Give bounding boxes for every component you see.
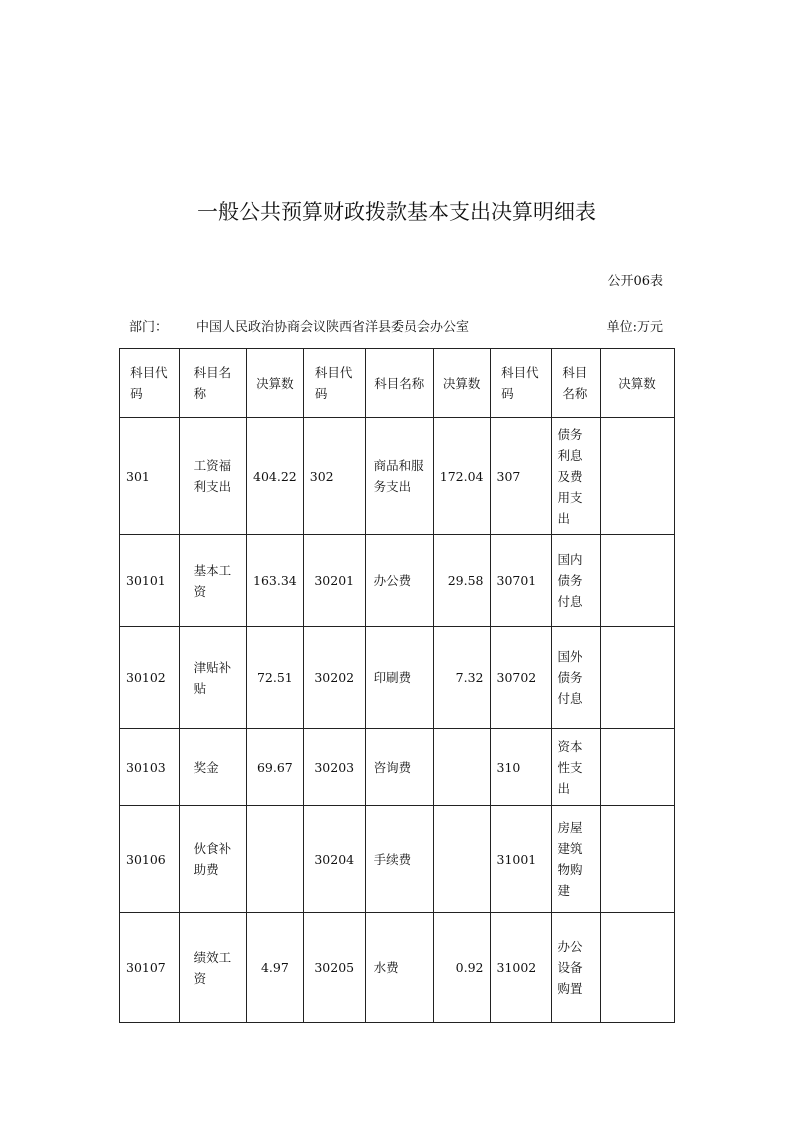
cell-text: 301 xyxy=(126,468,150,484)
cell-code xyxy=(490,627,551,729)
cell-amount xyxy=(600,418,674,535)
cell-text: 科目代码 xyxy=(130,365,168,401)
cell-text: 30103 xyxy=(126,759,166,775)
cell-text: 30202 xyxy=(314,670,355,685)
cell-name xyxy=(180,418,247,535)
cell-text: 科目名称 xyxy=(193,365,232,401)
cell-text: 国内债务付息 xyxy=(557,552,583,609)
header-name xyxy=(365,349,433,418)
cell-amount xyxy=(247,806,304,913)
cell-amount xyxy=(600,913,674,1023)
cell-amount xyxy=(247,627,304,729)
dept-label: 部门： xyxy=(129,320,169,335)
cell-text: 163.34 xyxy=(253,573,297,588)
cell-text: 31002 xyxy=(496,960,537,975)
cell-code xyxy=(303,913,365,1023)
cell-text: 科目代码 xyxy=(314,365,353,401)
cell-text: 印刷费 xyxy=(373,670,412,685)
cell-name xyxy=(365,627,433,729)
cell-text: 0.92 xyxy=(455,960,484,975)
cell-text: 30102 xyxy=(126,670,166,685)
cell-amount xyxy=(247,535,304,627)
cell-amount xyxy=(433,913,490,1023)
dept-name: 中国人民政治协商会议陕西省洋县委员会办公室 xyxy=(196,320,470,335)
cell-code xyxy=(120,913,180,1023)
cell-text: 决算数 xyxy=(442,375,481,391)
cell-name xyxy=(365,729,433,806)
cell-text: 30101 xyxy=(126,573,166,588)
cell-text: 310 xyxy=(496,759,521,775)
cell-code xyxy=(120,806,180,913)
cell-text: 4.97 xyxy=(260,960,289,975)
cell-text: 水费 xyxy=(373,960,399,975)
cell-code xyxy=(490,806,551,913)
cell-text: 30205 xyxy=(314,960,355,975)
table-row xyxy=(120,806,675,913)
table-row xyxy=(120,418,675,535)
cell-code xyxy=(303,729,365,806)
unit-label: 单位:万元 xyxy=(606,320,663,335)
cell-text: 办公费 xyxy=(373,573,412,588)
cell-amount xyxy=(600,535,674,627)
cell-name xyxy=(551,535,600,627)
table-row xyxy=(120,913,675,1023)
cell-name xyxy=(551,913,600,1023)
cell-amount xyxy=(247,913,304,1023)
cell-code xyxy=(120,418,180,535)
cell-code xyxy=(490,729,551,806)
header-name xyxy=(180,349,247,418)
header-amount xyxy=(247,349,304,418)
table-row xyxy=(120,729,675,806)
cell-amount xyxy=(600,806,674,913)
cell-text: 债务利息及费用支出 xyxy=(557,426,583,526)
cell-text: 商品和服务支出 xyxy=(373,458,424,494)
cell-amount xyxy=(433,418,490,535)
cell-name xyxy=(551,418,600,535)
cell-amount xyxy=(247,418,304,535)
cell-text: 30702 xyxy=(496,670,537,685)
header-amount xyxy=(600,349,674,418)
cell-text: 307 xyxy=(496,468,521,484)
cell-text: 72.51 xyxy=(256,670,293,685)
cell-name xyxy=(365,535,433,627)
cell-code xyxy=(303,535,365,627)
cell-name xyxy=(551,729,600,806)
cell-amount xyxy=(433,627,490,729)
cell-name xyxy=(551,627,600,729)
cell-code xyxy=(303,627,365,729)
cell-name xyxy=(180,627,247,729)
header-code xyxy=(303,349,365,418)
cell-text: 29.58 xyxy=(447,573,484,588)
cell-text: 69.67 xyxy=(256,759,293,775)
cell-code xyxy=(120,627,180,729)
cell-name xyxy=(180,913,247,1023)
header-code xyxy=(490,349,551,418)
cell-text: 基本工资 xyxy=(193,562,232,599)
cell-text: 决算数 xyxy=(256,375,294,391)
cell-code xyxy=(120,535,180,627)
cell-text: 30107 xyxy=(126,960,166,975)
cell-text: 奖金 xyxy=(193,759,219,775)
cell-code xyxy=(490,535,551,627)
cell-text: 30201 xyxy=(314,573,355,588)
cell-text: 31001 xyxy=(496,851,537,867)
cell-amount xyxy=(433,729,490,806)
cell-name xyxy=(180,535,247,627)
cell-text: 伙食补助费 xyxy=(193,841,232,877)
cell-code xyxy=(120,729,180,806)
cell-text: 工资福利支出 xyxy=(193,458,232,494)
cell-code xyxy=(303,418,365,535)
cell-text: 30701 xyxy=(496,573,537,588)
cell-amount xyxy=(433,535,490,627)
table-header-row xyxy=(120,349,675,418)
cell-name xyxy=(180,729,247,806)
cell-text: 办公设备购置 xyxy=(557,939,583,996)
cell-text: 决算数 xyxy=(618,375,656,391)
cell-text: 30204 xyxy=(314,851,355,867)
header-name xyxy=(551,349,600,418)
table-code: 公开06表 xyxy=(607,274,663,289)
cell-text: 绩效工资 xyxy=(193,949,232,986)
cell-text: 404.22 xyxy=(253,468,297,484)
department xyxy=(129,316,469,335)
page-title: 一般公共预算财政拨款基本支出决算明细表 xyxy=(197,200,596,224)
cell-text: 资本性支出 xyxy=(557,738,583,796)
table-row xyxy=(120,535,675,627)
cell-code xyxy=(490,418,551,535)
cell-name xyxy=(551,806,600,913)
expenditure-table xyxy=(119,348,675,1023)
cell-text: 国外债务付息 xyxy=(557,649,583,706)
cell-code xyxy=(490,913,551,1023)
cell-text: 30106 xyxy=(126,851,166,867)
cell-text: 科目名称 xyxy=(374,375,425,391)
cell-amount xyxy=(600,627,674,729)
cell-amount xyxy=(600,729,674,806)
header-amount xyxy=(433,349,490,418)
header-code xyxy=(120,349,180,418)
cell-name xyxy=(365,806,433,913)
cell-text: 科目代码 xyxy=(501,365,539,401)
cell-text: 房屋建筑物购建 xyxy=(557,820,583,898)
cell-text: 津贴补贴 xyxy=(193,659,232,696)
cell-text: 172.04 xyxy=(439,468,484,484)
cell-name xyxy=(180,806,247,913)
cell-code xyxy=(303,806,365,913)
cell-text: 7.32 xyxy=(455,670,484,685)
cell-text: 咨询费 xyxy=(373,759,412,775)
cell-name xyxy=(365,913,433,1023)
cell-text: 科目名称 xyxy=(562,365,588,401)
cell-text: 302 xyxy=(309,468,334,484)
table-row xyxy=(120,627,675,729)
cell-amount xyxy=(247,729,304,806)
cell-amount xyxy=(433,806,490,913)
cell-text: 手续费 xyxy=(373,851,412,867)
cell-text: 30203 xyxy=(314,759,355,775)
cell-name xyxy=(365,418,433,535)
